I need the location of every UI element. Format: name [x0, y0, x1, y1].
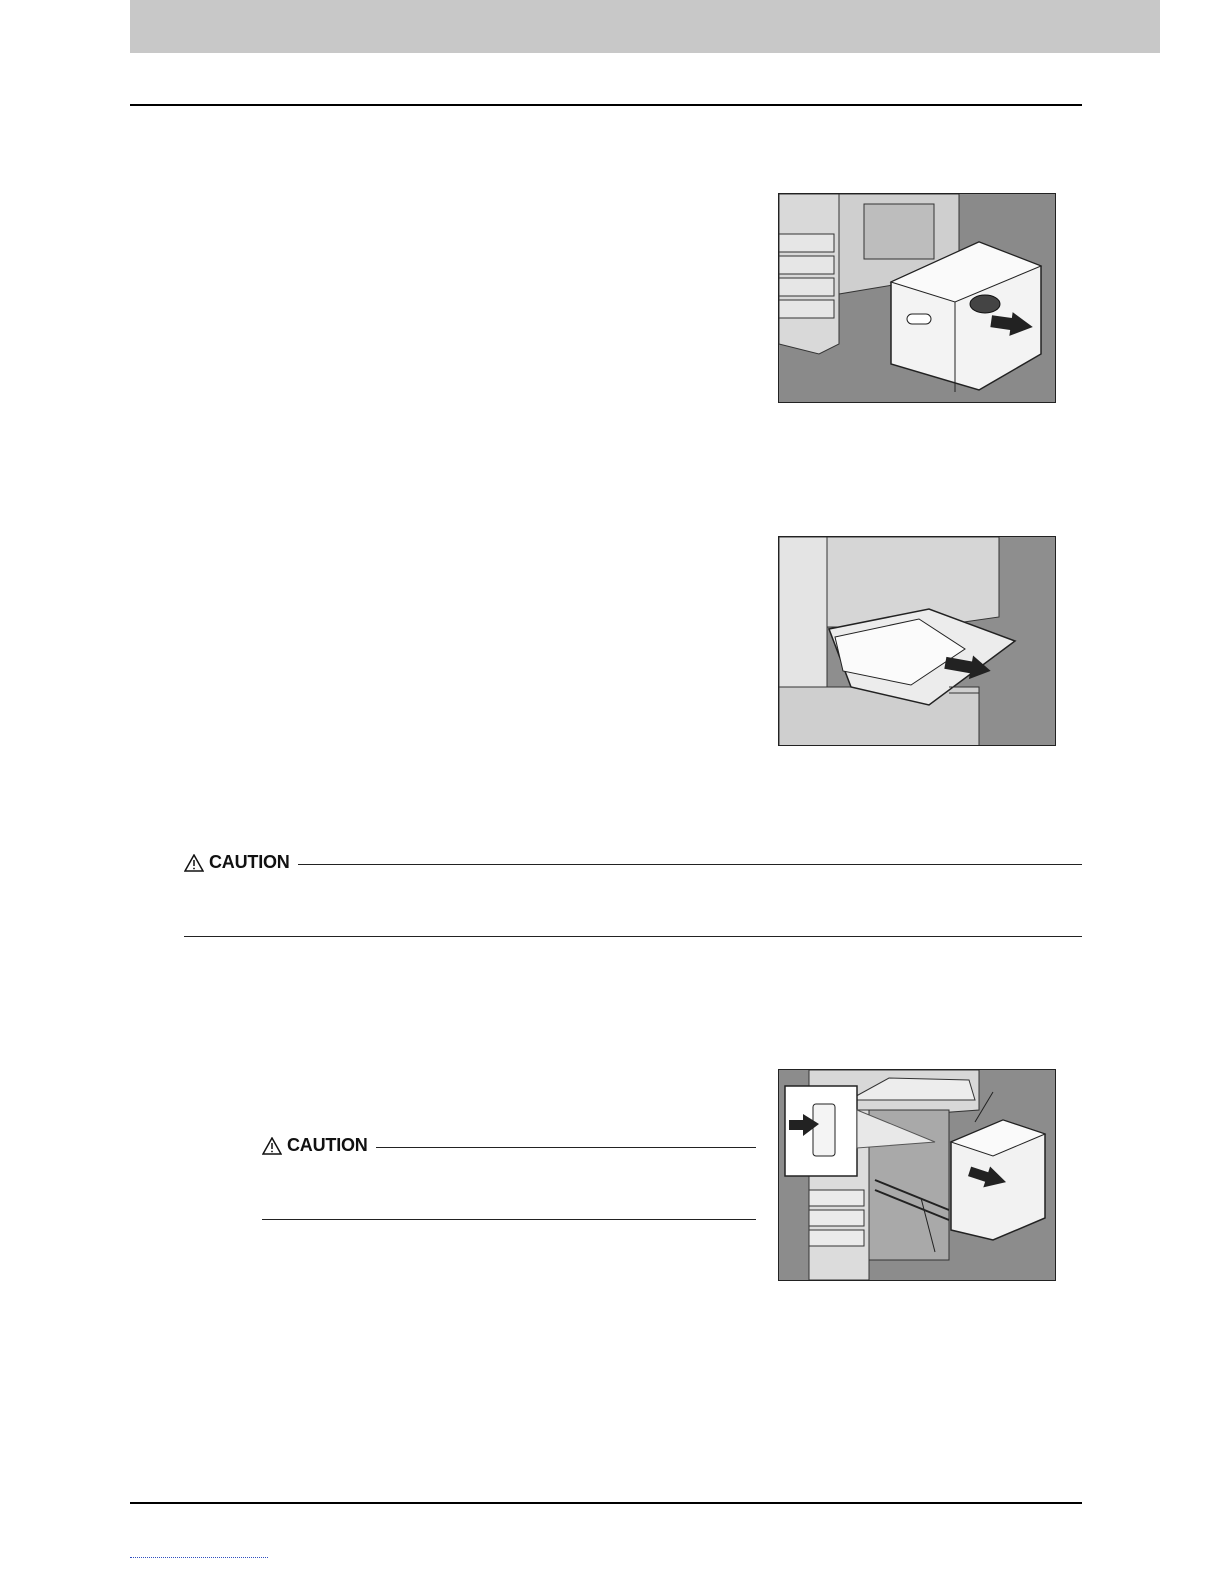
- caution-label: CAUTION: [209, 852, 290, 872]
- inner-caution-label: CAUTION: [287, 1135, 368, 1155]
- unit-push-illustration: [779, 194, 1055, 402]
- figure-side-unit: [778, 1069, 1056, 1281]
- figure-bypass-tray: [778, 536, 1056, 746]
- header-band: [130, 0, 1160, 53]
- bottom-rule: [130, 1502, 1082, 1504]
- inner-caution-heading: [262, 1135, 756, 1156]
- warning-triangle-icon: [184, 854, 204, 872]
- caution-heading: [184, 852, 1082, 873]
- caution-bottom-rule: [184, 936, 1082, 937]
- footer-link-underline[interactable]: [130, 1556, 268, 1558]
- inner-caution-heading-rule: [376, 1147, 756, 1148]
- caution-heading-rule: [298, 864, 1082, 865]
- bypass-tray-illustration: [779, 537, 1055, 746]
- inner-caution-bottom-rule: [262, 1219, 756, 1220]
- side-unit-illustration: [779, 1070, 1055, 1280]
- figure-unit-push: [778, 193, 1056, 403]
- warning-triangle-icon: [262, 1137, 282, 1155]
- top-rule: [130, 104, 1082, 106]
